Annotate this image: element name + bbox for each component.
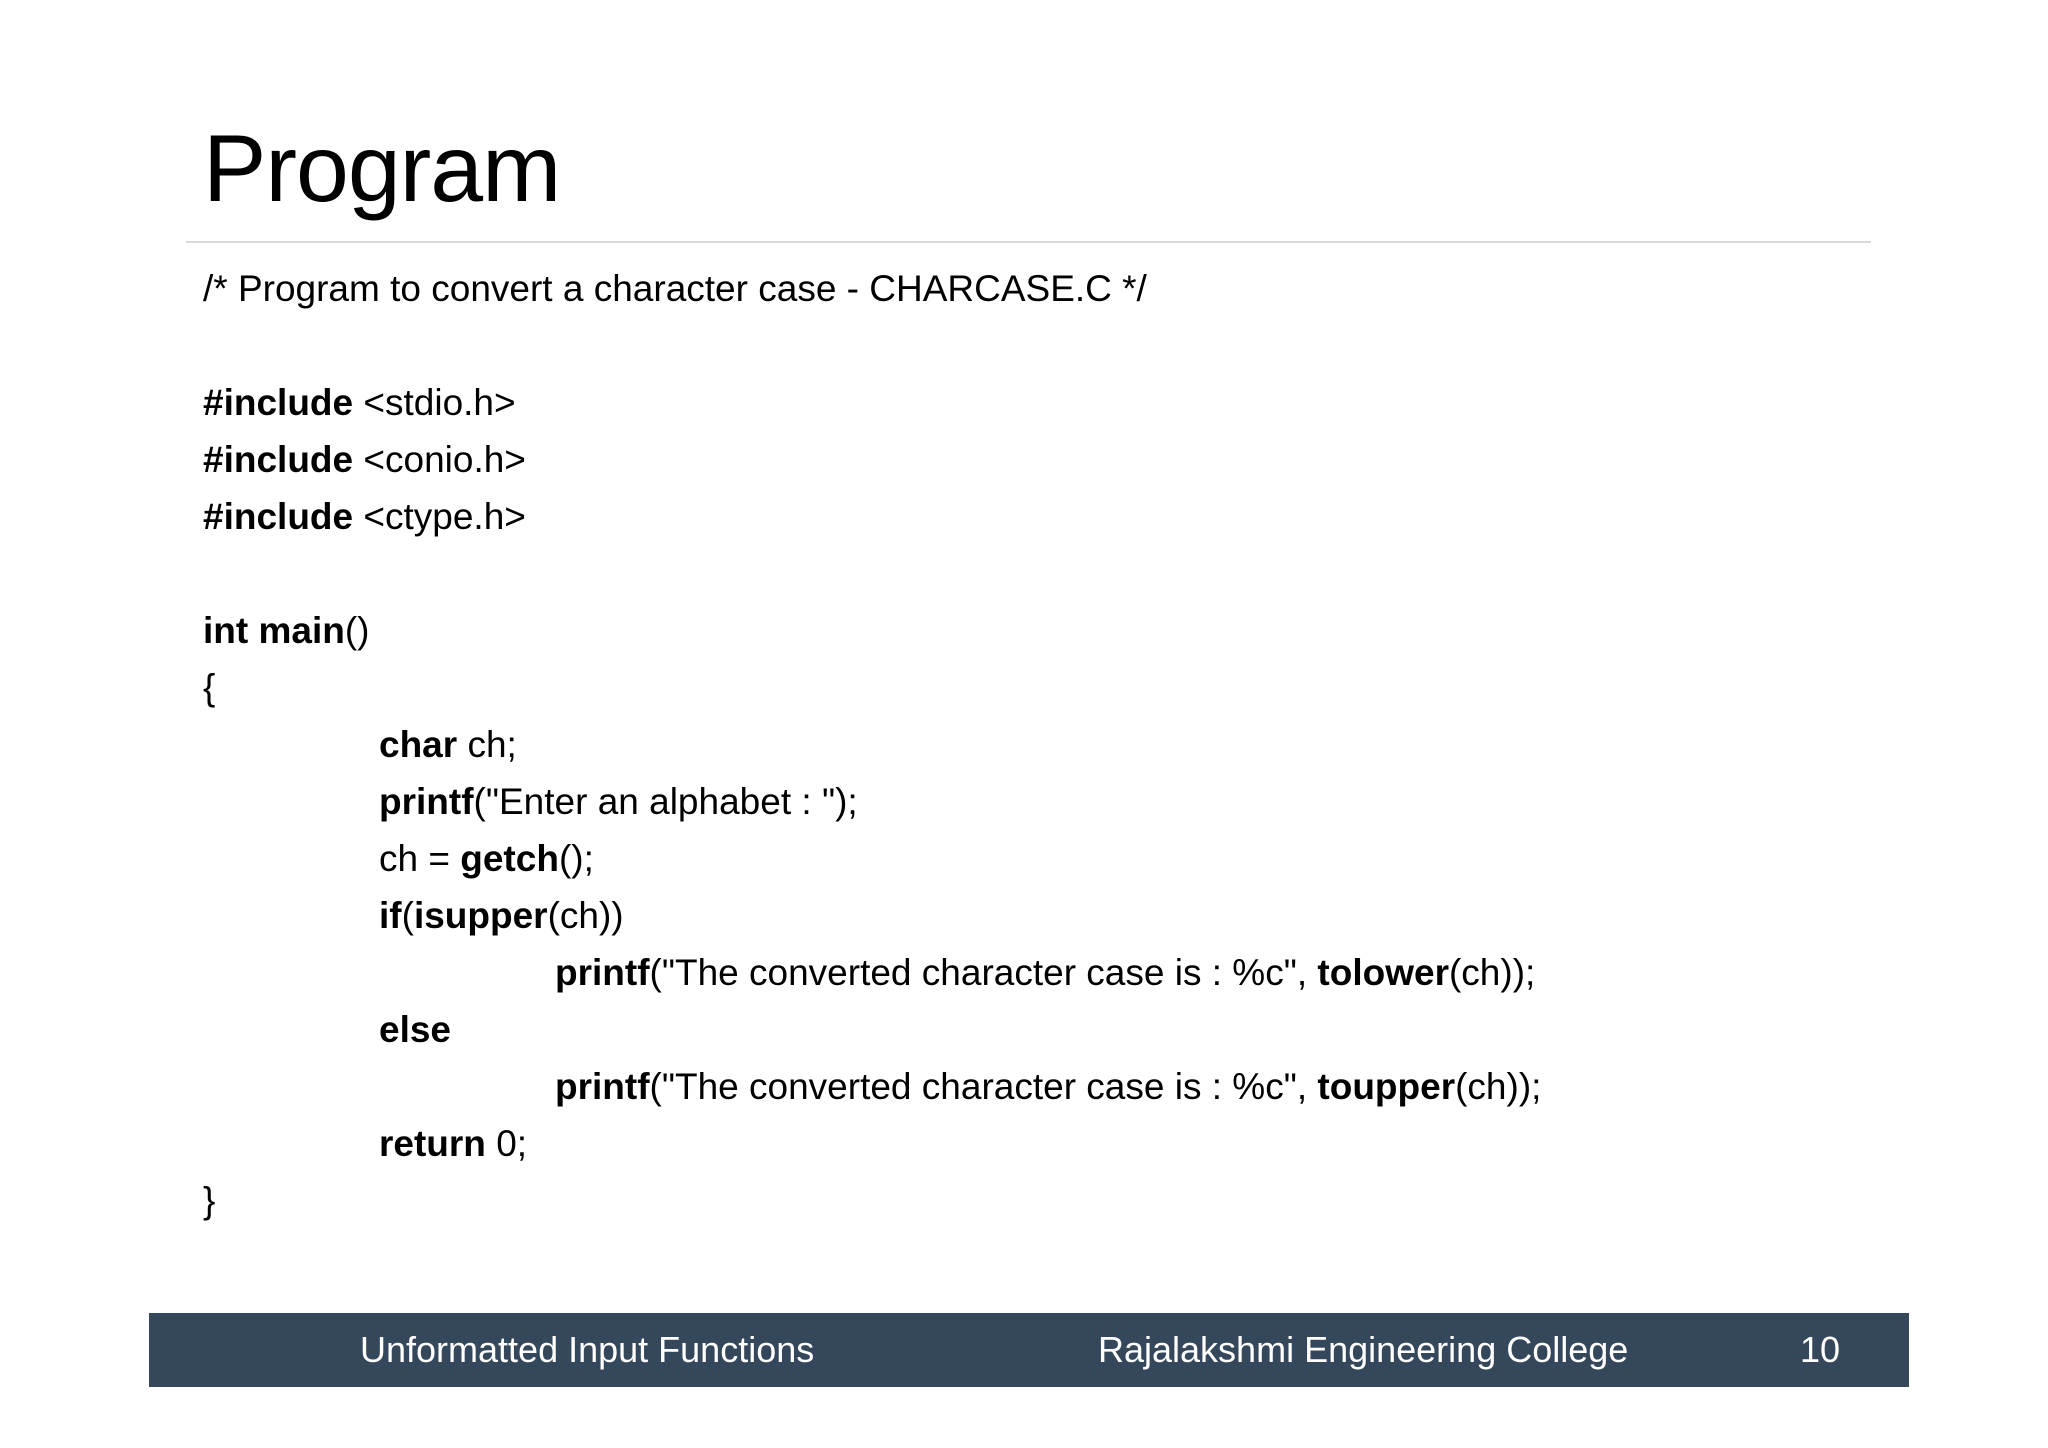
isupper-args: (ch)) <box>547 895 624 936</box>
isupper-keyword: isupper <box>413 895 548 936</box>
toupper-keyword: toupper <box>1317 1066 1456 1107</box>
code-getch-line <box>379 837 594 881</box>
format-args: ("The converted character case is : %c", <box>649 952 1308 993</box>
footer-institution: Rajalakshmi Engineering College <box>1098 1329 1629 1370</box>
footer-topic: Unformatted Input Functions <box>360 1329 815 1370</box>
format-args: ("The converted character case is : %c", <box>649 1066 1308 1107</box>
else-keyword: else <box>379 1009 452 1050</box>
include-conio: <conio.h> <box>363 439 526 480</box>
code-include-stdio-line <box>203 381 516 425</box>
slide-title: Program <box>203 116 561 222</box>
code-tolower-line <box>555 951 1535 995</box>
main-function-name: main <box>258 610 345 651</box>
prompt-args: ("Enter an alphabet : "); <box>473 781 858 822</box>
include-ctype: <ctype.h> <box>363 496 526 537</box>
printf-keyword: printf <box>379 781 474 822</box>
call-tail: (ch)); <box>1448 952 1536 993</box>
open-brace: { <box>203 667 216 708</box>
code-open-brace-line <box>203 666 215 710</box>
printf-keyword: printf <box>555 952 650 993</box>
code-char-decl-line <box>379 723 517 767</box>
code-main-signature-line <box>203 609 370 653</box>
getch-args: (); <box>558 838 594 879</box>
footer-bar <box>149 1313 1909 1387</box>
code-if-line <box>379 894 624 938</box>
main-parens: () <box>344 610 370 651</box>
char-declaration: ch; <box>467 724 517 765</box>
code-include-ctype-line <box>203 495 526 539</box>
close-brace: } <box>203 1180 216 1221</box>
include-stdio: <stdio.h> <box>363 382 516 423</box>
title-divider <box>186 241 1871 243</box>
code-include-conio-line <box>203 438 526 482</box>
return-keyword: return <box>379 1123 486 1164</box>
code-toupper-line <box>555 1065 1541 1109</box>
code-prompt-line <box>379 780 858 824</box>
getch-keyword: getch <box>460 838 559 879</box>
code-comment-line <box>203 267 1147 311</box>
include-keyword: #include <box>203 496 354 537</box>
if-open-paren: ( <box>401 895 414 936</box>
assign-lhs: ch = <box>379 838 450 879</box>
call-tail: (ch)); <box>1455 1066 1542 1107</box>
include-keyword: #include <box>203 439 354 480</box>
printf-keyword: printf <box>555 1066 650 1107</box>
code-else-line <box>379 1008 451 1052</box>
return-value: 0; <box>496 1123 528 1164</box>
char-keyword: char <box>379 724 458 765</box>
code-comment: /* Program to convert a character case - CHARCASE.C */ <box>203 268 1147 309</box>
code-return-line <box>379 1122 527 1166</box>
main-return-type: int <box>203 610 249 651</box>
footer-page-number: 10 <box>1800 1329 1841 1370</box>
include-keyword: #include <box>203 382 354 423</box>
if-keyword: if <box>379 895 402 936</box>
tolower-keyword: tolower <box>1317 952 1449 993</box>
code-close-brace-line <box>203 1179 215 1223</box>
